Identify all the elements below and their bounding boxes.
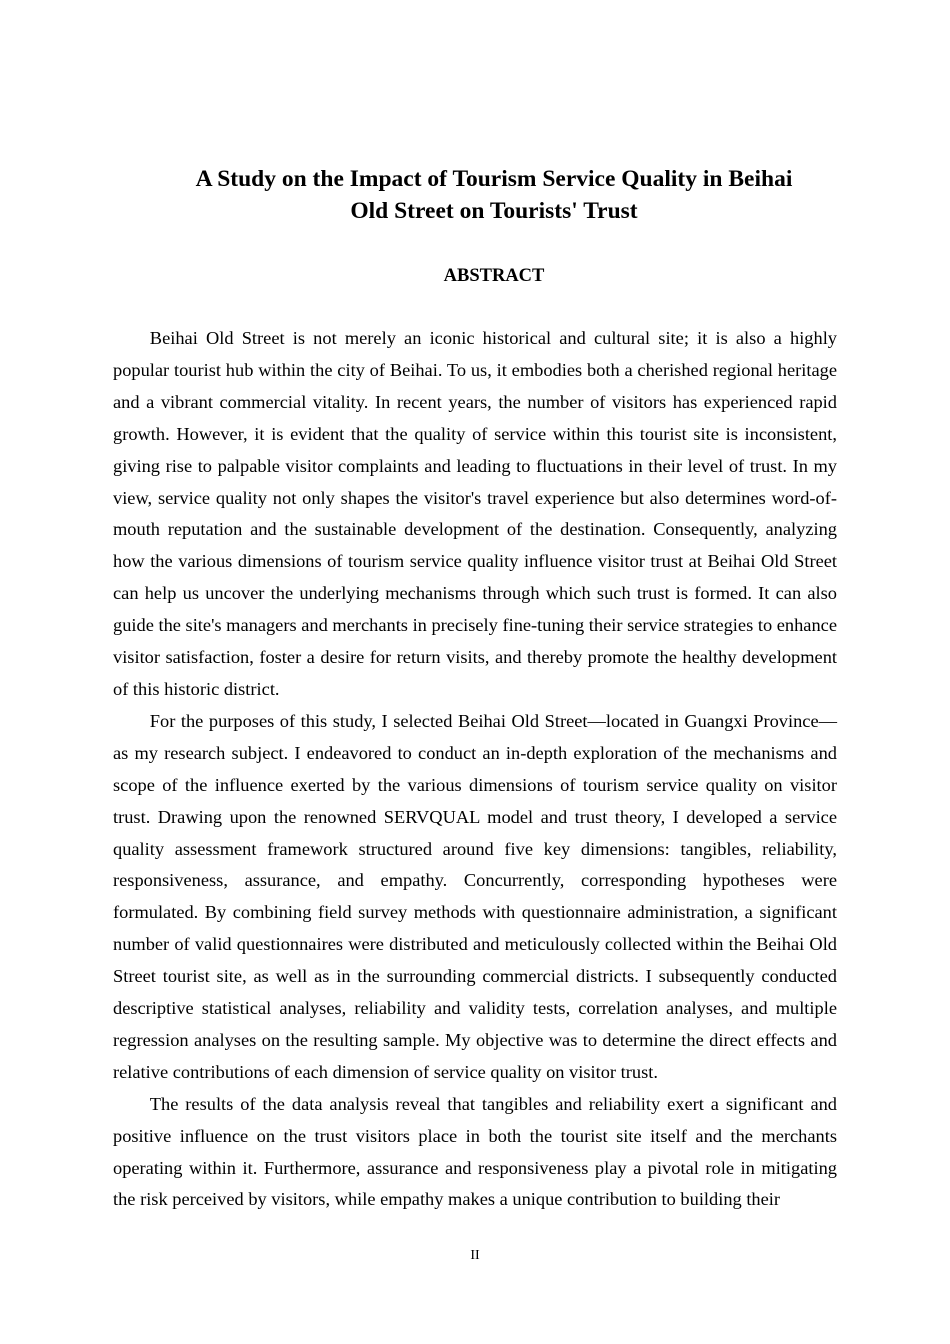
abstract-paragraph-2: For the purposes of this study, I selected Beihai Old Street—located in Guangxi Province—as my research subject. I endeavored to conduct an in-depth exploration of the mechanisms and scope of the influence exerted by the various dimensions of tourism service quality on visitor trust. Drawing upon the renowned SERVQUAL model and trust theory, I developed a service quality assessment framework structured around five key dimensions: tangibles, reliability, responsiveness, assurance, and empathy. Concurrently, corresponding hypotheses were formulated. By combining field survey methods with questionnaire administration, a significant number of valid questionnaires were distributed and meticulously collected within the Beihai Old Street tourist site, as well as in the surrounding commercial districts. I subsequently conducted descriptive statistical analyses, reliability and validity tests, correlation analyses, and multiple regression analyses on the resulting sample. My objective was to determine the direct effects and relative contributions of each dimension of service quality on visitor trust. bbox=[113, 710, 837, 1082]
page-number: II bbox=[470, 1248, 480, 1263]
title-line-2: Old Street on Tourists' Trust bbox=[350, 198, 638, 224]
title-line-1: A Study on the Impact of Tourism Service Quality in Beihai bbox=[195, 166, 793, 192]
abstract-paragraph-1: Beihai Old Street is not merely an iconic historical and cultural site; it is also a highly popular tourist hub within the city of Beihai. To us, it embodies both a cherished regional heritage and a vibrant commercial vitality. In recent years, the number of visitors has experienced rapid growth. However, it is evident that the quality of service within this tourist site is inconsistent, giving rise to palpable visitor complaints and leading to fluctuations in their level of trust. In my view, service quality not only shapes the visitor's travel experience but also determines word-of-mouth reputation and the sustainable development of the destination. Consequently, analyzing how the various dimensions of tourism service quality influence visitor trust at Beihai Old Street can help us uncover the underlying mechanisms through which such trust is formed. It can also guide the site's managers and merchants in precisely fine-tuning their service strategies to enhance visitor satisfaction, foster a desire for return visits, and thereby promote the healthy development of this historic district. bbox=[113, 328, 837, 699]
abstract-paragraph-3: The results of the data analysis reveal that tangibles and reliability exert a significant and positive influence on the trust visitors place in both the tourist site itself and the merchants operating within it. Furthermore, assurance and responsiveness play a pivotal role in mitigating the risk perceived by visitors, while empathy makes a unique contribution to building their bbox=[113, 1093, 837, 1210]
document-title bbox=[114, 163, 874, 227]
abstract-body bbox=[113, 323, 837, 1216]
abstract-heading: ABSTRACT bbox=[443, 266, 545, 286]
